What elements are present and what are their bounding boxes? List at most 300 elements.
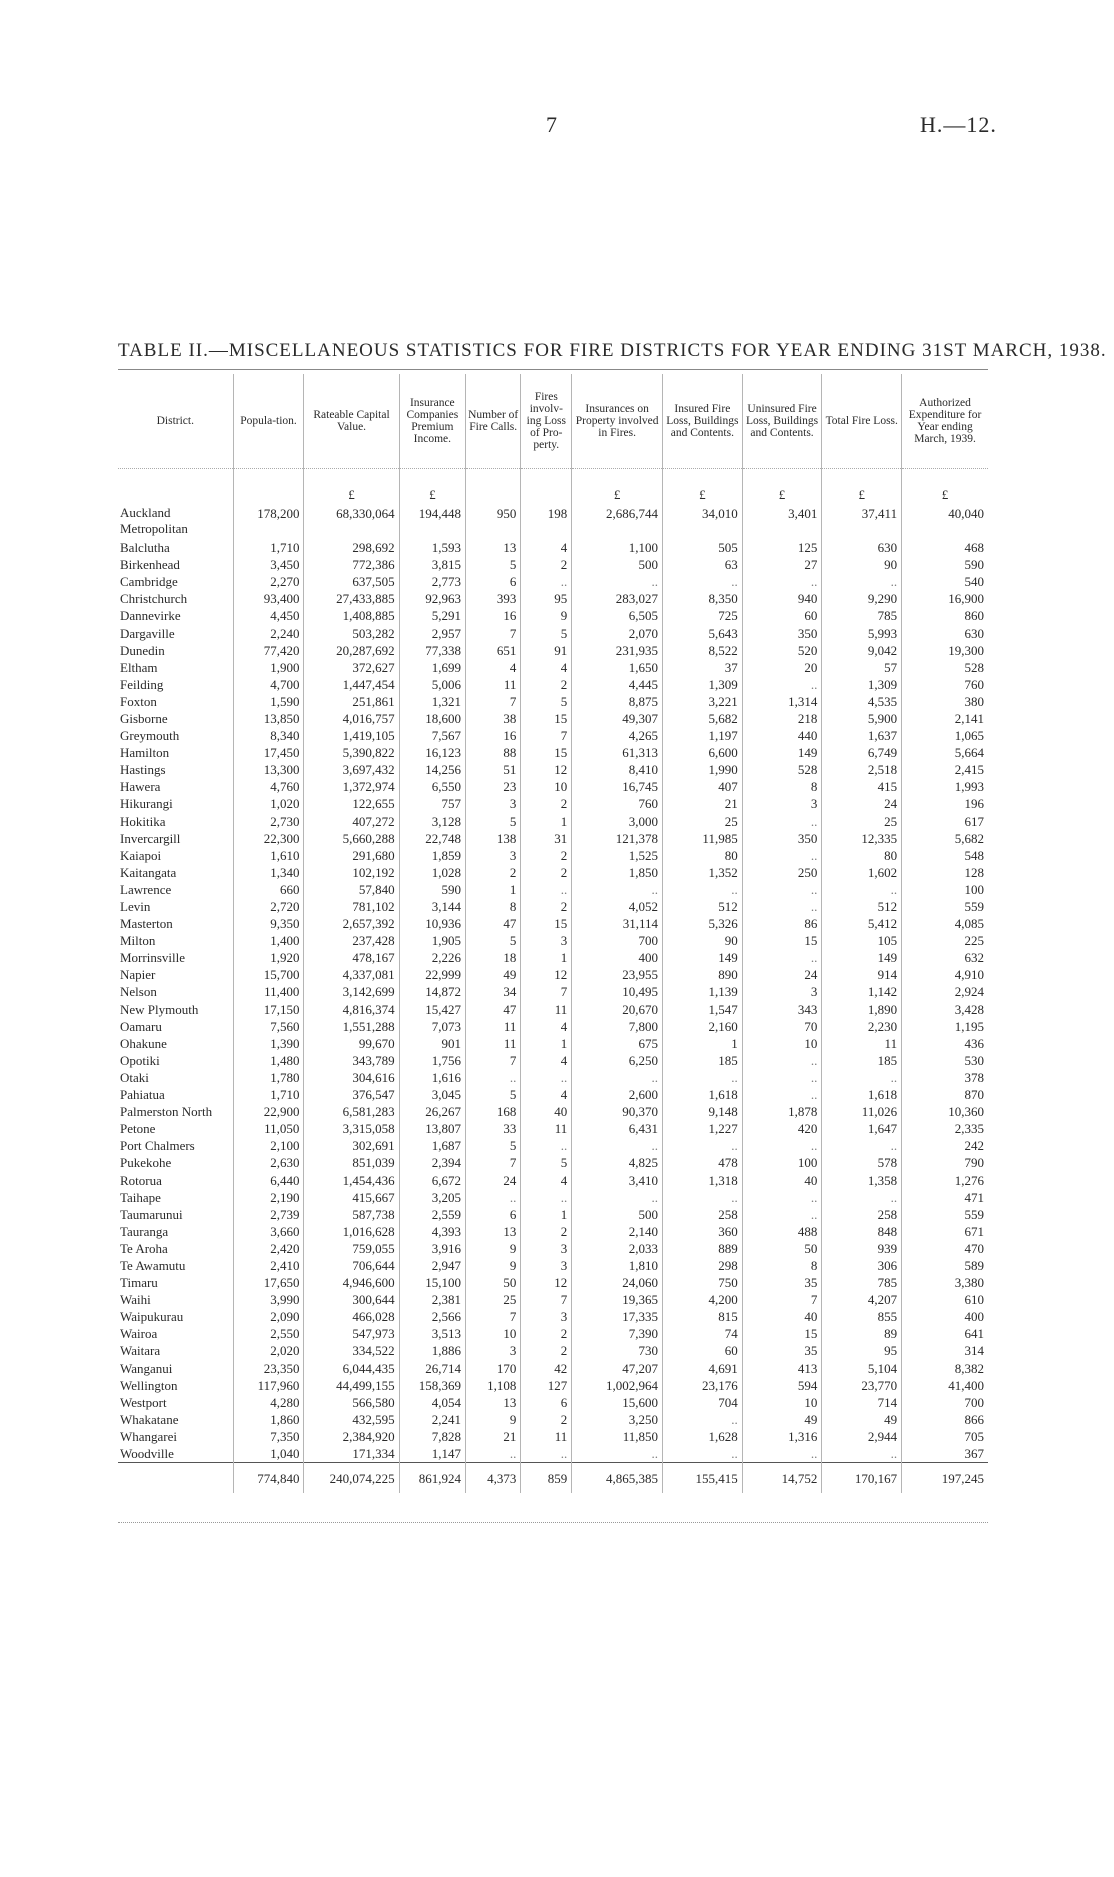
table-cell: 196 bbox=[902, 795, 988, 812]
table-cell: 772,386 bbox=[304, 556, 399, 573]
district-name: Pahiatua bbox=[120, 1087, 165, 1103]
district-name: Hamilton bbox=[120, 745, 170, 761]
table-cell: 298,692 bbox=[304, 539, 399, 556]
table-cell: 1,618 bbox=[663, 1086, 743, 1103]
table-cell: 790 bbox=[902, 1154, 988, 1171]
table-cell: 432,595 bbox=[304, 1411, 399, 1428]
table-cell: 855 bbox=[822, 1308, 902, 1325]
table-cell: 2,566 bbox=[399, 1308, 465, 1325]
table-cell: 6,550 bbox=[399, 778, 465, 795]
table-cell: 2,190 bbox=[233, 1189, 304, 1206]
district-name: Kaitangata bbox=[120, 864, 177, 880]
table-cell: .. bbox=[663, 1137, 743, 1154]
table-row bbox=[118, 1240, 988, 1257]
table-cell: 44,499,155 bbox=[304, 1377, 399, 1394]
table-cell: .. bbox=[822, 1137, 902, 1154]
district-name: Wellington bbox=[120, 1377, 178, 1393]
table-cell: 4,535 bbox=[822, 693, 902, 710]
table-cell: 1,993 bbox=[902, 778, 988, 795]
table-cell: 2,381 bbox=[399, 1291, 465, 1308]
table-row bbox=[118, 983, 988, 1000]
table-cell: 5 bbox=[466, 1086, 521, 1103]
table-cell: 1,525 bbox=[572, 847, 663, 864]
table-cell: 1,197 bbox=[663, 727, 743, 744]
table-cell: 5,993 bbox=[822, 624, 902, 641]
table-cell: 660 bbox=[233, 881, 304, 898]
table-cell: 407 bbox=[663, 778, 743, 795]
table-cell: 25 bbox=[466, 1291, 521, 1308]
table-cell: 251,861 bbox=[304, 693, 399, 710]
table-row bbox=[118, 1018, 988, 1035]
table-cell: 503,282 bbox=[304, 624, 399, 641]
table-cell: 700 bbox=[902, 1394, 988, 1411]
unit-label: £ bbox=[399, 469, 465, 506]
column-header: Insurance Companies Premium Income. bbox=[399, 374, 465, 469]
table-cell: 20 bbox=[742, 659, 822, 676]
table-cell: 10 bbox=[521, 778, 572, 795]
table-cell: 11 bbox=[521, 1428, 572, 1445]
table-cell: 7 bbox=[466, 693, 521, 710]
district-name: Opotiki bbox=[120, 1052, 160, 1068]
district-name: Oamaru bbox=[120, 1018, 162, 1034]
table-cell: 42 bbox=[521, 1360, 572, 1377]
table-cell: 3 bbox=[521, 1240, 572, 1257]
table-cell: 2,240 bbox=[233, 624, 304, 641]
table-cell: 1,890 bbox=[822, 1001, 902, 1018]
table-cell: .. bbox=[822, 573, 902, 590]
table-cell: 1 bbox=[466, 881, 521, 898]
table-row bbox=[118, 898, 988, 915]
table-title: TABLE II.—MISCELLANEOUS STATISTICS FOR FIRE DISTRICTS FOR YEAR ENDING 31ST MARCH, 1938. bbox=[118, 340, 1107, 361]
unit-label: £ bbox=[822, 469, 902, 506]
table-cell: 1,321 bbox=[399, 693, 465, 710]
table-cell: 291,680 bbox=[304, 847, 399, 864]
table-cell: 1,142 bbox=[822, 983, 902, 1000]
table-cell: 40,040 bbox=[902, 505, 988, 539]
table-cell: 1,710 bbox=[233, 1086, 304, 1103]
table-cell: 632 bbox=[902, 949, 988, 966]
table-cell: 378 bbox=[902, 1069, 988, 1086]
table-row bbox=[118, 642, 988, 659]
table-cell: 617 bbox=[902, 813, 988, 830]
table-cell: 6,440 bbox=[233, 1171, 304, 1188]
table-row bbox=[118, 539, 988, 556]
column-header: Total Fire Loss. bbox=[822, 374, 902, 469]
table-cell: .. bbox=[521, 881, 572, 898]
district-name: Whangarei bbox=[120, 1428, 178, 1444]
table-cell: 1,147 bbox=[399, 1445, 465, 1463]
table-cell: 10,936 bbox=[399, 915, 465, 932]
table-cell: 547,973 bbox=[304, 1325, 399, 1342]
table-cell: 1,602 bbox=[822, 864, 902, 881]
table-cell: .. bbox=[663, 881, 743, 898]
table-cell: .. bbox=[521, 573, 572, 590]
table-cell: 7 bbox=[521, 983, 572, 1000]
district-name: Tauranga bbox=[120, 1223, 169, 1239]
table-cell: 11 bbox=[521, 1120, 572, 1137]
table-cell: 2,033 bbox=[572, 1240, 663, 1257]
table-cell: 15 bbox=[521, 744, 572, 761]
table-cell: 3,697,432 bbox=[304, 761, 399, 778]
table-cell: 1,810 bbox=[572, 1257, 663, 1274]
table-row bbox=[118, 590, 988, 607]
table-cell: 730 bbox=[572, 1342, 663, 1359]
table-cell: 4,825 bbox=[572, 1154, 663, 1171]
district-name: Taihape bbox=[120, 1189, 161, 1205]
table-cell: 4 bbox=[466, 659, 521, 676]
table-cell: 40 bbox=[742, 1171, 822, 1188]
table-cell: 185 bbox=[663, 1052, 743, 1069]
table-cell: 5 bbox=[521, 1154, 572, 1171]
district-name: Birkenhead bbox=[120, 557, 180, 573]
table-cell: .. bbox=[572, 1137, 663, 1154]
district-name: Christchurch bbox=[120, 591, 188, 607]
table-cell: .. bbox=[742, 813, 822, 830]
table-cell: 890 bbox=[663, 966, 743, 983]
table-cell: 1,065 bbox=[902, 727, 988, 744]
table-cell: 306 bbox=[822, 1257, 902, 1274]
table-cell: 2,630 bbox=[233, 1154, 304, 1171]
table-cell: 4,450 bbox=[233, 607, 304, 624]
table-cell: 22,900 bbox=[233, 1103, 304, 1120]
table-cell: 2,070 bbox=[572, 624, 663, 641]
table-cell: 1,905 bbox=[399, 932, 465, 949]
table-row bbox=[118, 1411, 988, 1428]
table-cell: 86 bbox=[742, 915, 822, 932]
table-cell: 1,850 bbox=[572, 864, 663, 881]
fire-statistics-table bbox=[118, 374, 988, 1493]
table-cell: 88 bbox=[466, 744, 521, 761]
document-reference: H.—12. bbox=[920, 112, 997, 137]
table-cell: 99,670 bbox=[304, 1035, 399, 1052]
table-cell: 1,340 bbox=[233, 864, 304, 881]
table-cell: 121,378 bbox=[572, 830, 663, 847]
table-cell: 1,699 bbox=[399, 659, 465, 676]
table-cell: 9 bbox=[466, 1240, 521, 1257]
table-cell: 47 bbox=[466, 1001, 521, 1018]
table-cell: 7,390 bbox=[572, 1325, 663, 1342]
total-cell: 859 bbox=[521, 1463, 572, 1494]
table-cell: .. bbox=[663, 1069, 743, 1086]
table-cell: 304,616 bbox=[304, 1069, 399, 1086]
table-cell: 302,691 bbox=[304, 1137, 399, 1154]
table-cell: 1,547 bbox=[663, 1001, 743, 1018]
table-cell: 350 bbox=[742, 624, 822, 641]
table-cell: 11 bbox=[466, 676, 521, 693]
table-cell: .. bbox=[742, 1445, 822, 1463]
table-cell: 3 bbox=[742, 983, 822, 1000]
table-cell: 40 bbox=[742, 1308, 822, 1325]
table-cell: 500 bbox=[572, 1206, 663, 1223]
table-cell: 12 bbox=[521, 1274, 572, 1291]
table-cell: 2 bbox=[466, 864, 521, 881]
district-name: Hawera bbox=[120, 779, 161, 795]
table-cell: 149 bbox=[663, 949, 743, 966]
table-cell: 2,730 bbox=[233, 813, 304, 830]
district-name: Petone bbox=[120, 1121, 156, 1137]
district-name: Wanganui bbox=[120, 1360, 173, 1376]
table-cell: 298 bbox=[663, 1257, 743, 1274]
district-name: Eltham bbox=[120, 659, 158, 675]
table-cell: 3,250 bbox=[572, 1411, 663, 1428]
table-cell: 11,985 bbox=[663, 830, 743, 847]
table-row bbox=[118, 1189, 988, 1206]
table-cell: 9 bbox=[521, 607, 572, 624]
table-row bbox=[118, 1445, 988, 1463]
table-cell: .. bbox=[742, 573, 822, 590]
table-cell: 1,408,885 bbox=[304, 607, 399, 624]
table-cell: .. bbox=[742, 1069, 822, 1086]
table-cell: 343 bbox=[742, 1001, 822, 1018]
table-cell: 258 bbox=[822, 1206, 902, 1223]
table-cell: 4,085 bbox=[902, 915, 988, 932]
table-cell: 35 bbox=[742, 1342, 822, 1359]
table-cell: 6 bbox=[466, 573, 521, 590]
table-cell: .. bbox=[663, 1411, 743, 1428]
table-cell: 1,447,454 bbox=[304, 676, 399, 693]
table-cell: 178,200 bbox=[233, 505, 304, 539]
table-cell: 1,016,628 bbox=[304, 1223, 399, 1240]
table-cell: 1,551,288 bbox=[304, 1018, 399, 1035]
table-cell: 10 bbox=[742, 1035, 822, 1052]
table-cell: 95 bbox=[822, 1342, 902, 1359]
table-cell: 1,100 bbox=[572, 539, 663, 556]
table-row bbox=[118, 1377, 988, 1394]
table-cell: 4,054 bbox=[399, 1394, 465, 1411]
table-cell: 500 bbox=[572, 556, 663, 573]
column-header: Rateable Capital Value. bbox=[304, 374, 399, 469]
table-row bbox=[118, 1223, 988, 1240]
table-cell: 8 bbox=[742, 1257, 822, 1274]
table-cell: 18,600 bbox=[399, 710, 465, 727]
table-cell: 198 bbox=[521, 505, 572, 539]
table-cell: 528 bbox=[902, 659, 988, 676]
table-cell: 9,290 bbox=[822, 590, 902, 607]
table-cell: 760 bbox=[572, 795, 663, 812]
column-header: Authorized Expenditure for Year ending March, 1939. bbox=[902, 374, 988, 469]
table-cell: 750 bbox=[663, 1274, 743, 1291]
table-cell: 440 bbox=[742, 727, 822, 744]
table-cell: 1,318 bbox=[663, 1171, 743, 1188]
table-cell: 7 bbox=[466, 1154, 521, 1171]
table-cell: 415 bbox=[822, 778, 902, 795]
district-name: Balclutha bbox=[120, 540, 170, 556]
table-cell: 7,350 bbox=[233, 1428, 304, 1445]
table-row bbox=[118, 1001, 988, 1018]
table-cell: 4 bbox=[521, 1052, 572, 1069]
table-cell: 704 bbox=[663, 1394, 743, 1411]
district-name: Timaru bbox=[120, 1275, 158, 1291]
table-row bbox=[118, 1274, 988, 1291]
table-cell: 488 bbox=[742, 1223, 822, 1240]
table-cell: 5,412 bbox=[822, 915, 902, 932]
table-cell: 1,352 bbox=[663, 864, 743, 881]
table-cell: 1,590 bbox=[233, 693, 304, 710]
table-cell: 27,433,885 bbox=[304, 590, 399, 607]
table-cell: 4 bbox=[521, 1018, 572, 1035]
table-cell: 559 bbox=[902, 898, 988, 915]
table-cell: 4,691 bbox=[663, 1360, 743, 1377]
table-cell: 2,090 bbox=[233, 1308, 304, 1325]
table-cell: 17,450 bbox=[233, 744, 304, 761]
table-cell: 27 bbox=[742, 556, 822, 573]
table-cell: 4 bbox=[521, 1171, 572, 1188]
table-cell: 4,265 bbox=[572, 727, 663, 744]
table-row bbox=[118, 813, 988, 830]
table-cell: 334,522 bbox=[304, 1342, 399, 1359]
table-cell: .. bbox=[742, 881, 822, 898]
table-cell: 2 bbox=[521, 556, 572, 573]
district-name: Rotorua bbox=[120, 1172, 162, 1188]
table-cell: 2,384,920 bbox=[304, 1428, 399, 1445]
district-name: Invercargill bbox=[120, 830, 181, 846]
unit-label: £ bbox=[742, 469, 822, 506]
table-cell: 4,207 bbox=[822, 1291, 902, 1308]
table-cell: 2,226 bbox=[399, 949, 465, 966]
table-cell: 16,900 bbox=[902, 590, 988, 607]
table-cell: 92,963 bbox=[399, 590, 465, 607]
table-cell: 13,300 bbox=[233, 761, 304, 778]
table-cell: 785 bbox=[822, 607, 902, 624]
table-cell: 1 bbox=[663, 1035, 743, 1052]
table-cell: 2 bbox=[521, 1411, 572, 1428]
district-name: Palmerston North bbox=[120, 1104, 213, 1120]
district-name: Taumarunui bbox=[120, 1206, 183, 1222]
table-cell: .. bbox=[663, 1445, 743, 1463]
table-cell: 49 bbox=[742, 1411, 822, 1428]
table-cell: 3 bbox=[466, 847, 521, 864]
table-cell: 35 bbox=[742, 1274, 822, 1291]
unit-label: £ bbox=[304, 469, 399, 506]
table-cell: 759,055 bbox=[304, 1240, 399, 1257]
table-row bbox=[118, 676, 988, 693]
table-cell: 24 bbox=[742, 966, 822, 983]
district-name: Foxton bbox=[120, 693, 157, 709]
table-cell: 1,390 bbox=[233, 1035, 304, 1052]
table-cell: 3,142,699 bbox=[304, 983, 399, 1000]
table-cell: 2,141 bbox=[902, 710, 988, 727]
table-cell: 889 bbox=[663, 1240, 743, 1257]
table-cell: 300,644 bbox=[304, 1291, 399, 1308]
table-cell: 225 bbox=[902, 932, 988, 949]
table-cell: 194,448 bbox=[399, 505, 465, 539]
table-cell: 2,947 bbox=[399, 1257, 465, 1274]
district-name: Te Aroha bbox=[120, 1240, 168, 1256]
table-cell: 24 bbox=[822, 795, 902, 812]
table-cell: 128 bbox=[902, 864, 988, 881]
table-cell: 436 bbox=[902, 1035, 988, 1052]
table-cell: 2,415 bbox=[902, 761, 988, 778]
table-cell: 3,045 bbox=[399, 1086, 465, 1103]
table-cell: .. bbox=[572, 1069, 663, 1086]
table-cell: 3,401 bbox=[742, 505, 822, 539]
table-cell: 3,000 bbox=[572, 813, 663, 830]
table-cell: .. bbox=[521, 1069, 572, 1086]
table-cell: 3,513 bbox=[399, 1325, 465, 1342]
table-cell: 1,372,974 bbox=[304, 778, 399, 795]
table-cell: 5 bbox=[466, 813, 521, 830]
table-cell: 2,020 bbox=[233, 1342, 304, 1359]
table-cell: 3 bbox=[521, 1257, 572, 1274]
table-row bbox=[118, 607, 988, 624]
table-cell: 1,195 bbox=[902, 1018, 988, 1035]
table-cell: 2 bbox=[521, 676, 572, 693]
table-cell: 1,358 bbox=[822, 1171, 902, 1188]
table-row bbox=[118, 1360, 988, 1377]
table-cell: 5 bbox=[521, 624, 572, 641]
table-cell: .. bbox=[742, 1189, 822, 1206]
table-row bbox=[118, 1342, 988, 1359]
table-cell: 89 bbox=[822, 1325, 902, 1342]
table-cell: 8,875 bbox=[572, 693, 663, 710]
header-row bbox=[118, 374, 988, 469]
table-cell: 2 bbox=[521, 1223, 572, 1240]
district-name: Port Chalmers bbox=[120, 1138, 195, 1154]
table-cell: 314 bbox=[902, 1342, 988, 1359]
table-cell: 4,760 bbox=[233, 778, 304, 795]
table-cell: 105 bbox=[822, 932, 902, 949]
table-cell: 2,550 bbox=[233, 1325, 304, 1342]
table-cell: 34,010 bbox=[663, 505, 743, 539]
table-cell: 15 bbox=[742, 1325, 822, 1342]
table-cell: 1,040 bbox=[233, 1445, 304, 1463]
table-cell: 512 bbox=[663, 898, 743, 915]
table-cell: 528 bbox=[742, 761, 822, 778]
table-cell: 22,999 bbox=[399, 966, 465, 983]
table-cell: 3,221 bbox=[663, 693, 743, 710]
table-cell: 3,450 bbox=[233, 556, 304, 573]
table-cell: 781,102 bbox=[304, 898, 399, 915]
district-name: Morrinsville bbox=[120, 950, 185, 966]
table-cell: 91 bbox=[521, 642, 572, 659]
table-cell: 8 bbox=[466, 898, 521, 915]
table-cell: 1,309 bbox=[663, 676, 743, 693]
table-cell: .. bbox=[521, 1189, 572, 1206]
table-row bbox=[118, 881, 988, 898]
table-cell: 49 bbox=[466, 966, 521, 983]
table-cell: .. bbox=[572, 881, 663, 898]
table-cell: 1,780 bbox=[233, 1069, 304, 1086]
table-cell: 5,660,288 bbox=[304, 830, 399, 847]
table-cell: 33 bbox=[466, 1120, 521, 1137]
column-header: Uninsured Fire Loss, Buildings and Contents. bbox=[742, 374, 822, 469]
table-cell: 171,334 bbox=[304, 1445, 399, 1463]
table-cell: 13,807 bbox=[399, 1120, 465, 1137]
district-name: Te Awamutu bbox=[120, 1257, 186, 1273]
table-cell: 851,039 bbox=[304, 1154, 399, 1171]
table-cell: 80 bbox=[822, 847, 902, 864]
table-cell: 63 bbox=[663, 556, 743, 573]
table-cell: 848 bbox=[822, 1223, 902, 1240]
table-cell: 5,006 bbox=[399, 676, 465, 693]
table-cell: 74 bbox=[663, 1325, 743, 1342]
table-cell: .. bbox=[822, 881, 902, 898]
table-cell: 5,643 bbox=[663, 624, 743, 641]
table-row bbox=[118, 1035, 988, 1052]
table-cell: 10 bbox=[466, 1325, 521, 1342]
table-cell: 520 bbox=[742, 642, 822, 659]
table-row bbox=[118, 659, 988, 676]
table-cell: 2 bbox=[521, 795, 572, 812]
table-cell: 1,309 bbox=[822, 676, 902, 693]
table-cell: 22,748 bbox=[399, 830, 465, 847]
table-cell: 4,016,757 bbox=[304, 710, 399, 727]
table-cell: .. bbox=[572, 573, 663, 590]
table-row bbox=[118, 1394, 988, 1411]
top-rule bbox=[118, 369, 988, 370]
unit-label bbox=[521, 469, 572, 506]
table-cell: .. bbox=[742, 1137, 822, 1154]
